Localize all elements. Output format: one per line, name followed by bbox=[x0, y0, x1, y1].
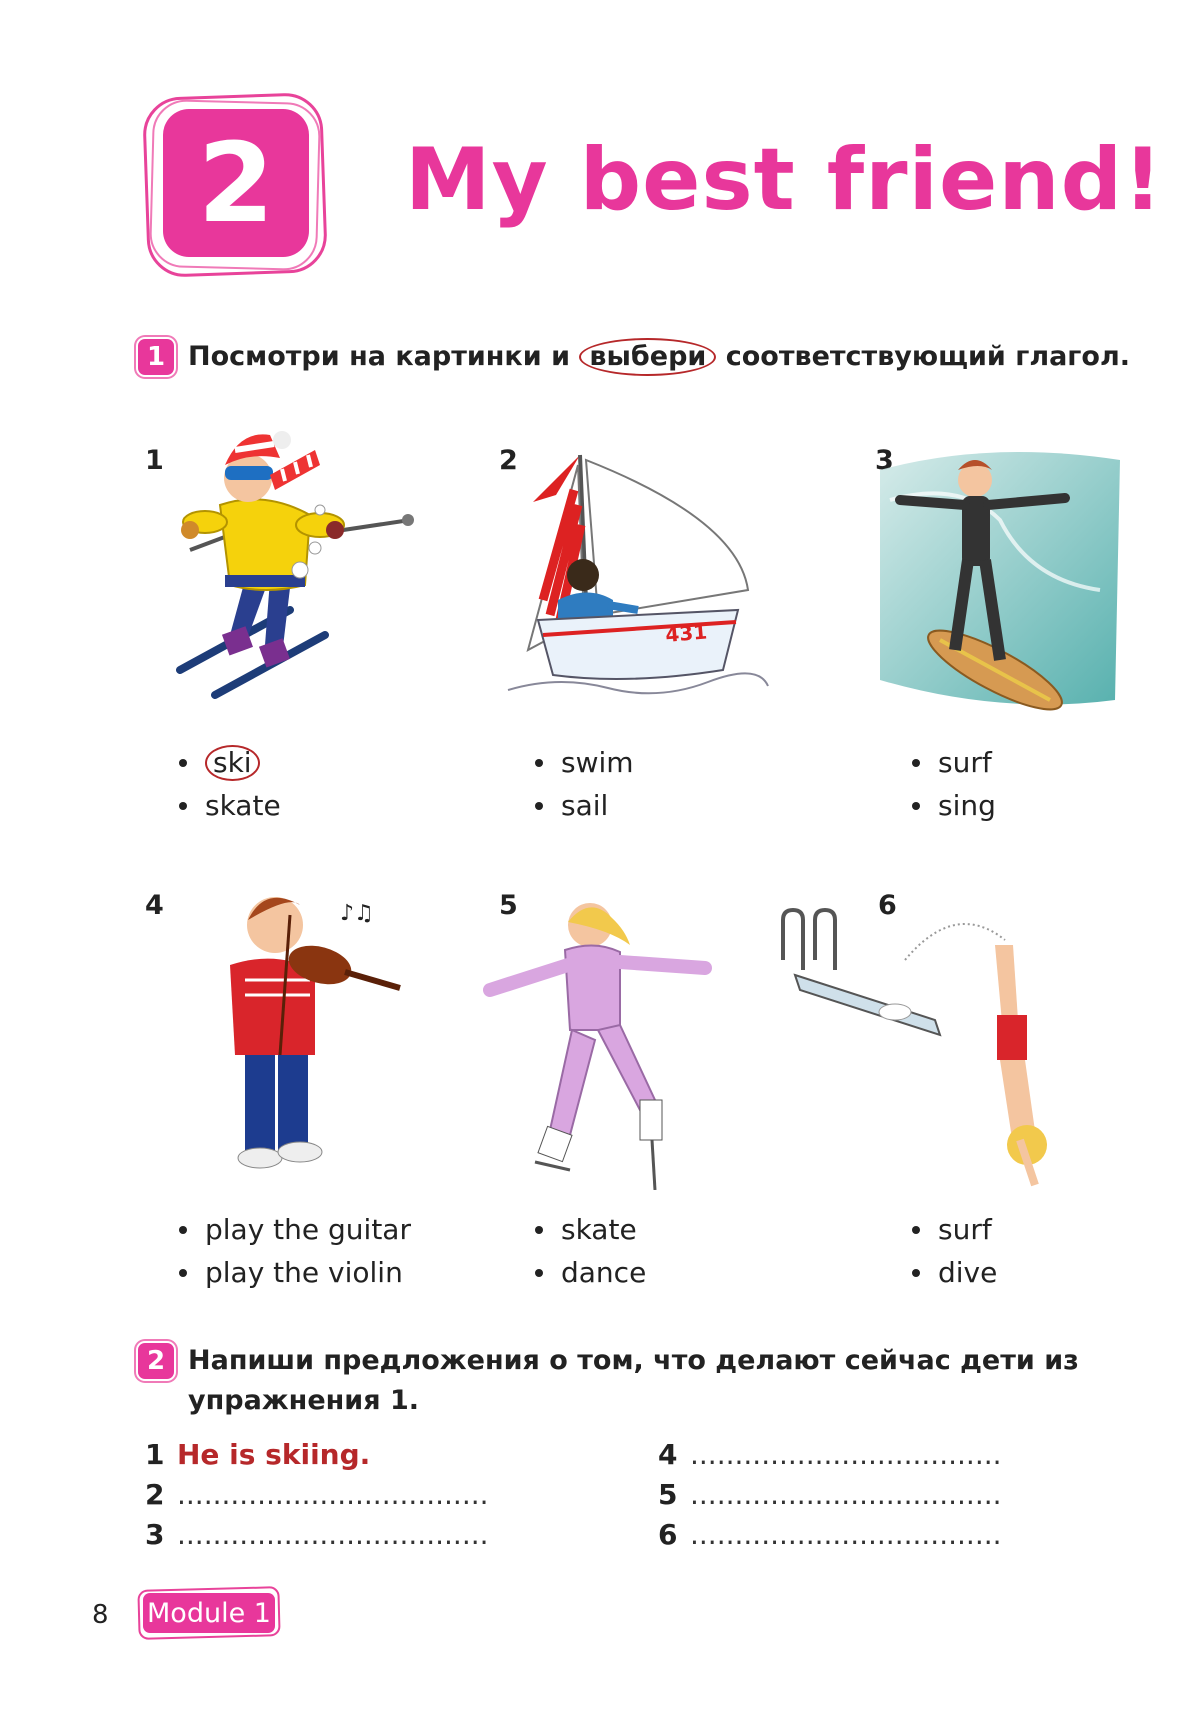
item-number: 1 bbox=[145, 445, 164, 476]
option-item[interactable]: skate bbox=[177, 784, 281, 827]
answer-line[interactable]: ................................... bbox=[177, 1478, 489, 1511]
item-2-options bbox=[533, 741, 634, 827]
unit-number: 2 bbox=[163, 109, 309, 257]
option-item[interactable]: swim bbox=[533, 741, 634, 784]
option-item[interactable] bbox=[177, 741, 281, 784]
answer-row: 1 He is skiing. bbox=[145, 1438, 371, 1471]
option-item[interactable]: play the guitar bbox=[177, 1208, 411, 1251]
answer-row[interactable]: 6 ................................... bbox=[658, 1518, 1002, 1551]
module-label: Module 1 bbox=[143, 1593, 275, 1633]
surfer-illustration bbox=[870, 440, 1125, 720]
answer-line[interactable]: ................................... bbox=[690, 1438, 1002, 1471]
option-item[interactable]: sing bbox=[910, 784, 996, 827]
option-item[interactable]: sail bbox=[533, 784, 634, 827]
item-number: 3 bbox=[875, 445, 894, 476]
instruction-line-1: Напиши предложения о том, что делают сейчас дети из bbox=[188, 1345, 1079, 1376]
page-title: My best friend! bbox=[405, 130, 1164, 230]
option-item[interactable]: skate bbox=[533, 1208, 646, 1251]
page-number: 8 bbox=[92, 1600, 109, 1630]
item-number: 5 bbox=[499, 890, 518, 921]
ice-skater-illustration bbox=[480, 890, 730, 1190]
answer-line[interactable]: ................................... bbox=[690, 1478, 1002, 1511]
option-item[interactable]: surf bbox=[910, 1208, 997, 1251]
exercise-2-number: 2 bbox=[138, 1343, 174, 1379]
instruction-line-2: упражнения 1. bbox=[188, 1385, 419, 1416]
answer-row[interactable]: 3 ................................... bbox=[145, 1518, 489, 1551]
unit-badge bbox=[145, 95, 325, 275]
boat-number: 431 bbox=[664, 619, 709, 647]
item-6-options bbox=[910, 1208, 997, 1294]
answer-line[interactable]: ................................... bbox=[690, 1518, 1002, 1551]
answer-row[interactable]: 2 ................................... bbox=[145, 1478, 489, 1511]
instruction-circled-word: выбери bbox=[579, 338, 716, 376]
exercise-2-instruction bbox=[188, 1341, 1079, 1421]
item-5-options bbox=[533, 1208, 646, 1294]
option-item[interactable]: dance bbox=[533, 1251, 646, 1294]
item-3-options bbox=[910, 741, 996, 827]
violinist-illustration bbox=[220, 880, 420, 1170]
instruction-part-1: Посмотри на картинки и bbox=[188, 341, 570, 372]
example-answer: He is skiing. bbox=[177, 1438, 371, 1471]
sailboat-illustration bbox=[498, 450, 778, 710]
item-number: 4 bbox=[145, 890, 164, 921]
option-item[interactable]: play the violin bbox=[177, 1251, 411, 1294]
instruction-part-2: соответствующий глагол. bbox=[725, 341, 1130, 372]
svg-text:♪♫: ♪♫ bbox=[340, 901, 374, 926]
option-item[interactable]: surf bbox=[910, 741, 996, 784]
option-item[interactable]: dive bbox=[910, 1251, 997, 1294]
exercise-1-instruction bbox=[188, 337, 1130, 377]
item-number: 2 bbox=[499, 445, 518, 476]
skier-illustration bbox=[170, 430, 430, 710]
exercise-1-number: 1 bbox=[138, 339, 174, 375]
item-1-options bbox=[177, 741, 281, 827]
answer-line[interactable]: ................................... bbox=[177, 1518, 489, 1551]
module-tab bbox=[138, 1588, 280, 1638]
diver-illustration bbox=[775, 900, 1105, 1190]
selected-option: ski bbox=[205, 745, 260, 781]
item-4-options bbox=[177, 1208, 411, 1294]
answer-row[interactable]: 4 ................................... bbox=[658, 1438, 1002, 1471]
item-number: 6 bbox=[878, 890, 897, 921]
answer-row[interactable]: 5 ................................... bbox=[658, 1478, 1002, 1511]
